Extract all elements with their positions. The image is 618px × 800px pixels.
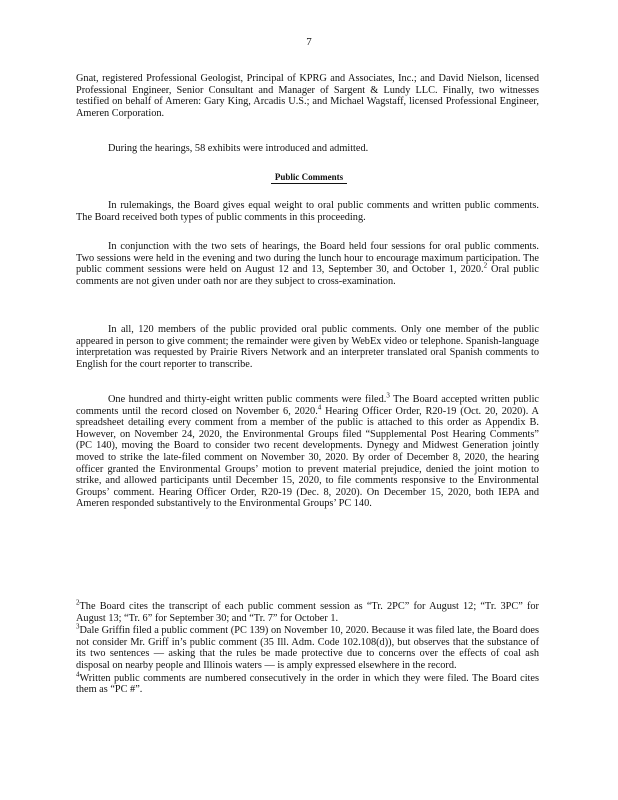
page-number: 7 — [306, 36, 312, 48]
paragraph-written-block — [76, 391, 540, 510]
paragraph-written-a: One hundred and thirty-eight written public comments were filed. — [108, 394, 387, 405]
section-heading-text: Public Comments — [271, 172, 347, 184]
footnote-mark: 2 — [76, 598, 80, 607]
footnote-3 — [76, 622, 539, 671]
intro-paragraph-block — [76, 73, 539, 119]
intro-paragraph: Gnat, registered Professional Geologist, Principal of KPRG and Associates, Inc.; and David Nielson, licensed Professional Engineer, Senior Consultant and Manager of Sargent & Lundy LLC. Finally, two witnesses testified on behalf of Ameren: Gary King, Arcadis U.S.; and Michael Wagstaff, licensed Professional Engineer, Ameren Corporation. — [76, 73, 539, 119]
paragraph-rulemakings-block — [76, 200, 539, 223]
section-heading — [0, 172, 618, 184]
paragraph-sessions — [76, 241, 539, 287]
exhibits-paragraph: During the hearings, 58 exhibits were introduced and admitted. — [108, 143, 369, 154]
paragraph-oral-block — [76, 324, 539, 370]
footnote-mark: 3 — [76, 622, 80, 631]
paragraph-written-c: Hearing Officer Order, R20-19 (Oct. 20, 2020). A spreadsheet detailing every comment from a member of the public is attached to this order as Appendix B. However, on November 24, 2020, the Environmental Groups filed “Supplemental Post Hearing Comments” (PC 140), moving the Board to consider two recent developments. Dynegy and Midwest Generation jointly moved to strike the late-filed comment on November 30, 2020. By order of December 8, 2020, the hearing officer granted the Environmental Groups’ motion to prevent material prejudice, denied the joint motion to strike, and allowed participants until December 15, 2020, to file comments responsive to the Environmental Groups’ comment. Hearing Officer Order, R20-19 (Dec. 8, 2020). On December 15, 2020, both IEPA and Ameren responded substantively to the Environmental Groups’ PC 140. — [76, 405, 539, 510]
paragraph-oral-comments: In all, 120 members of the public provided oral public comments. Only one member of the public appeared in person to give comment; the remainder were given by WebEx video or telephone. Spanish-language interpretation was requested by Prairie Rivers Network and an interpreter translated oral Spanish comments to English for the court reporter to transcribe. — [76, 324, 539, 370]
footnotes — [76, 598, 539, 697]
exhibits-paragraph-block — [76, 143, 539, 155]
paragraph-written-comments — [76, 391, 540, 510]
paragraph-rulemakings: In rulemakings, the Board gives equal weight to oral public comments and written public comments. The Board received both types of public comments in this proceeding. — [76, 200, 539, 223]
footnote-ref-2: 2 — [483, 261, 488, 270]
footnote-4 — [76, 670, 539, 696]
footnote-text: Dale Griffin filed a public comment (PC 139) on November 10, 2020. Because it was filed late, the Board does not consider Mr. Griff in’s public comment (35 Ill. Adm. Code 102.108(d)), but observes that the substance of its two sentences — asking that the rules be made protective due to concerns over the effects of coal ash disposal on nearby people and Illinois waters — is amply expressed elsewhere in the record. — [76, 625, 539, 671]
footnote-text: The Board cites the transcript of each public comment session as “Tr. 2PC” for August 12; “Tr. 3PC” for August 13; “Tr. 6” for September 30; and “Tr. 7” for October 1. — [76, 601, 539, 624]
footnote-mark: 4 — [76, 670, 80, 679]
paragraph-sessions-text: In conjunction with the two sets of hearings, the Board held four sessions for oral public comments. Two sessions were held in the evening and two during the lunch hour to encourage maximum participation. The public comment sessions were held on August 12 and 13, September 30, and October 1, 2020. — [76, 241, 539, 276]
footnote-ref-4: 4 — [317, 403, 322, 412]
paragraph-sessions-block — [76, 241, 539, 287]
footnote-ref-3: 3 — [386, 391, 390, 400]
footnote-2 — [76, 598, 539, 624]
paragraph-written-b: The Board accepted written public comments until the record closed on November 6, 2020. — [76, 394, 540, 417]
paragraph-sessions-tail: Oral public comments are not given under oath nor are they subject to cross-examination. — [76, 264, 539, 287]
footnote-text: Written public comments are numbered consecutively in the order in which they were filed. The Board cites them as “PC #”. — [76, 672, 539, 696]
